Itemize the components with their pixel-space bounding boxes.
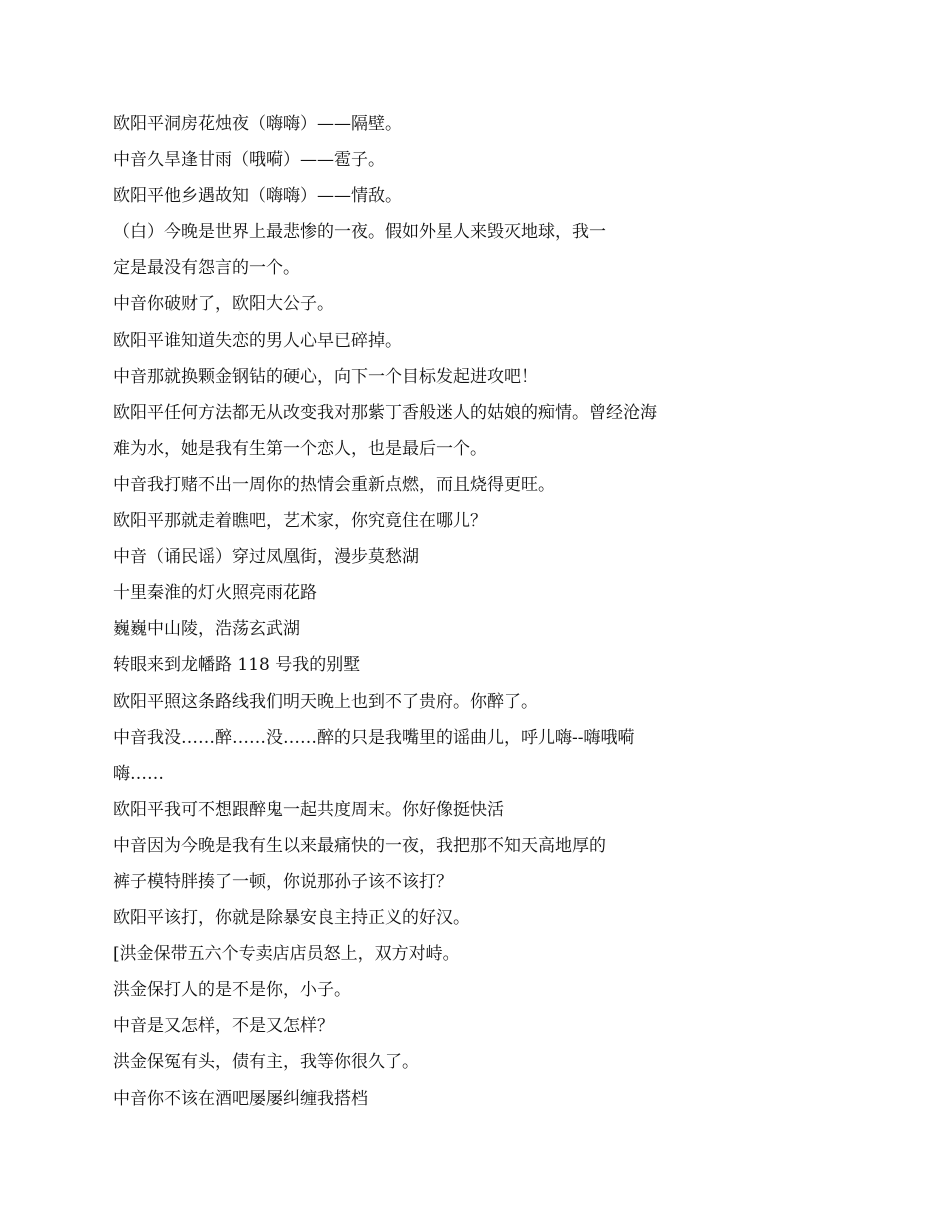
script-line: 巍巍中山陵，浩荡玄武湖 — [113, 619, 300, 640]
script-line: 中音你不该在酒吧屡屡纠缠我搭档 — [113, 1088, 368, 1109]
script-line: 欧阳平谁知道失恋的男人心早已碎掉。 — [113, 330, 402, 351]
script-line: 裤子模特胖揍了一顿，你说那孙子该不该打？ — [113, 871, 453, 892]
script-line: 定是最没有怨言的一个。 — [113, 258, 300, 279]
script-line: 欧阳平那就走着瞧吧，艺术家，你究竟住在哪儿？ — [113, 511, 487, 532]
script-line: 欧阳平他乡遇故知（嗨嗨）——情敌。 — [113, 186, 402, 207]
script-line: 欧阳平洞房花烛夜（嗨嗨）——隔壁。 — [113, 114, 402, 134]
script-line: 中音是又怎样，不是又怎样？ — [113, 1016, 334, 1037]
script-line: 欧阳平我可不想跟醉鬼一起共度周末。你好像挺快活 — [113, 799, 504, 820]
script-line: （白）今晚是世界上最悲惨的一夜。假如外星人来毁灭地球，我一 — [113, 222, 606, 243]
script-line: 中音久旱逢甘雨（哦嗬）——雹子。 — [113, 150, 385, 171]
script-line: 十里秦淮的灯火照亮雨花路 — [113, 583, 317, 604]
script-line: 中音那就换颗金钢钻的硬心，向下一个目标发起进攻吧！ — [113, 366, 538, 387]
script-line: 中音（诵民谣）穿过凤凰街，漫步莫愁湖 — [113, 547, 419, 568]
script-text-body — [113, 110, 833, 1121]
script-line: 嗨…… — [113, 763, 164, 784]
script-line: 中音你破财了，欧阳大公子。 — [113, 294, 334, 315]
script-line: 欧阳平该打，你就是除暴安良主持正义的好汉。 — [113, 908, 470, 929]
script-line: 洪金保冤有头，债有主，我等你很久了。 — [113, 1052, 419, 1073]
script-line: 中音因为今晚是我有生以来最痛快的一夜，我把那不知天高地厚的 — [113, 835, 606, 856]
script-line: [洪金保带五六个专卖店店员怒上，双方对峙。 — [113, 944, 460, 965]
script-line: 中音我打赌不出一周你的热情会重新点燃，而且烧得更旺。 — [113, 474, 555, 495]
script-line: 欧阳平照这条路线我们明天晚上也到不了贵府。你醉了。 — [113, 691, 538, 712]
script-line: 难为水，她是我有生第一个恋人，也是最后一个。 — [113, 438, 487, 459]
script-line: 转眼来到龙幡路 118 号我的别墅 — [113, 655, 361, 676]
script-line: 洪金保打人的是不是你，小子。 — [113, 980, 351, 1001]
script-line: 欧阳平任何方法都无从改变我对那紫丁香般迷人的姑娘的痴情。曾经沧海 — [113, 402, 657, 423]
script-line: 中音我没……醉……没……醉的只是我嘴里的谣曲儿，呼儿嗨--嗨哦嗬 — [113, 727, 635, 748]
